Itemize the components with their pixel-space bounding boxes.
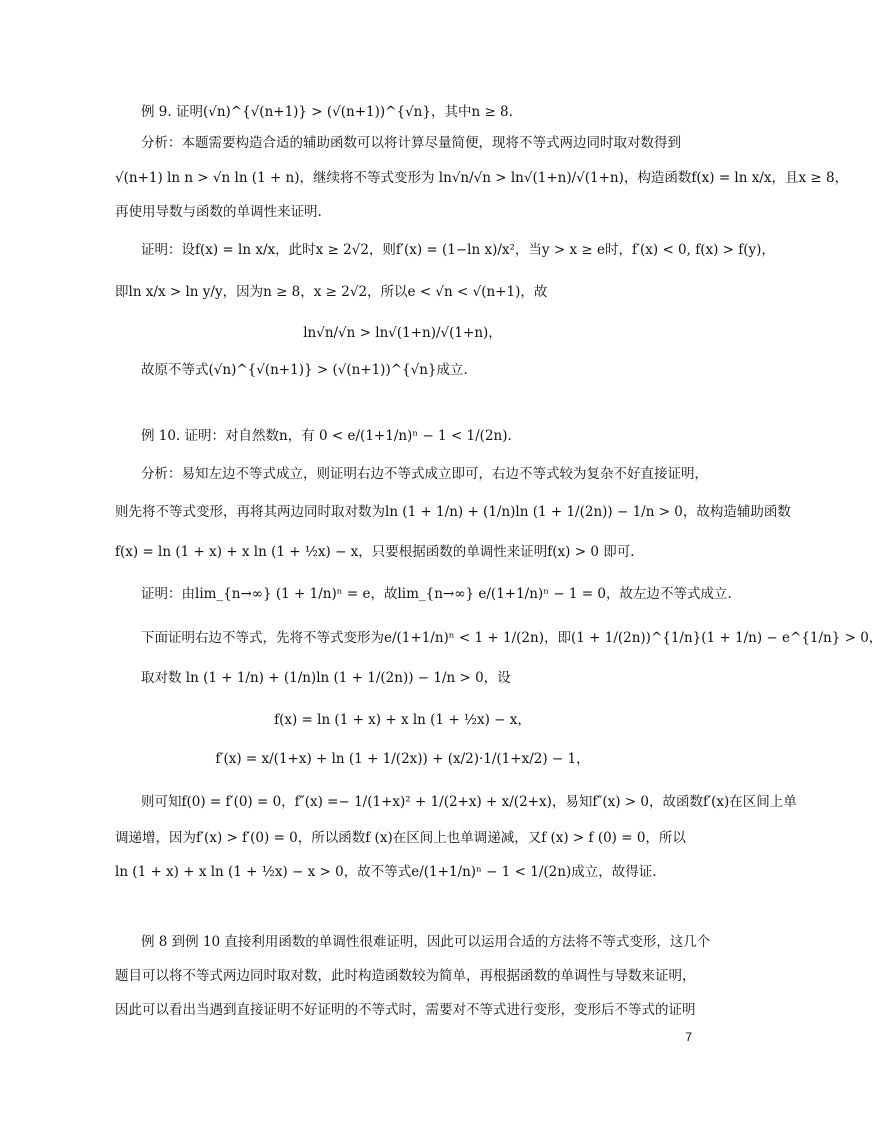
- example-10-analysis-line: f(x) = ln (1 + x) + x ln (1 + ½x) − x，只要根据函数的单调性来证明f(x) > 0 即可.: [115, 544, 635, 560]
- example-10-title: 例 10. 证明：对自然数n，有 0 < e/(1+1/n)ⁿ − 1 < 1/(2n).: [141, 428, 512, 444]
- summary-paragraph-line: 因此可以看出当遇到直接证明不好证明的不等式时，需要对不等式进行变形，变形后不等式的证明: [115, 1002, 696, 1018]
- example-10-proof-line: 则可知f(0) = f′(0) = 0，f″(x) =− 1/(1+x)² + 1/(2+x) + x/(2+x)，易知f″(x) > 0，故函数f′(x)在区间上单: [141, 794, 797, 810]
- example-9-analysis-line: 再使用导数与函数的单调性来证明.: [115, 204, 322, 220]
- example-9-display-formula: ln√n/√n > ln√(1+n)/√(1+n)，: [303, 325, 502, 341]
- example-9-analysis-line: 分析：本题需要构造合适的辅助函数可以将计算尽量简便，现将不等式两边同时取对数得到: [141, 135, 681, 151]
- example-10-display-formula: f(x) = ln (1 + x) + x ln (1 + ½x) − x，: [274, 712, 531, 728]
- example-10-proof-line: ln (1 + x) + x ln (1 + ½x) − x > 0，故不等式e/(1+1/n)ⁿ − 1 < 1/(2n)成立，故得证.: [115, 864, 657, 880]
- page-number: 7: [685, 1030, 692, 1044]
- summary-paragraph-line: 例 8 到例 10 直接利用函数的单调性很难证明，因此可以运用合适的方法将不等式变形，这几个: [141, 934, 711, 950]
- summary-paragraph-line: 题目可以将不等式两边同时取对数，此时构造函数较为简单，再根据函数的单调性与导数来证明，: [115, 968, 696, 984]
- example-9-proof-line: 即ln x/x > ln y/y，因为n ≥ 8，x ≥ 2√2，所以e < √n < √(n+1)，故: [115, 284, 548, 300]
- example-10-proof-line: 调递增，因为f′(x) > f′(0) = 0，所以函数f (x)在区间上也单调递减，又f (x) > f (0) = 0，所以: [115, 830, 686, 846]
- example-9-conclusion: 故原不等式(√n)^{√(n+1)} > (√(n+1))^{√n}成立.: [141, 362, 468, 378]
- example-9-analysis-line: √(n+1) ln n > √n ln (1 + n)，继续将不等式变形为 ln√n/√n > ln√(1+n)/√(1+n)，构造函数f(x) = ln x/x，且x ≥ 8，: [115, 170, 849, 186]
- example-10-display-formula: f′(x) = x/(1+x) + ln (1 + 1/(2x)) + (x/2)·1/(1+x/2) − 1，: [215, 751, 590, 767]
- example-10-proof-line: 证明：由lim_{n→∞} (1 + 1/n)ⁿ = e，故lim_{n→∞} e/(1+1/n)ⁿ − 1 = 0，故左边不等式成立.: [141, 586, 732, 602]
- example-9-title: 例 9. 证明(√n)^{√(n+1)} > (√(n+1))^{√n}，其中n ≥ 8.: [141, 104, 513, 120]
- example-9-proof-line: 证明：设f(x) = ln x/x，此时x ≥ 2√2，则f′(x) = (1−ln x)/x²，当y > x ≥ e时，f′(x) < 0, f(x) > f(y)，: [141, 242, 775, 258]
- example-10-analysis-line: 分析：易知左边不等式成立，则证明右边不等式成立即可，右边不等式较为复杂不好直接证明，: [141, 466, 708, 482]
- example-10-proof-line: 下面证明右边不等式，先将不等式变形为e/(1+1/n)ⁿ < 1 + 1/(2n)，即(1 + 1/(2n))^{1/n}(1 + 1/n) − e^{1/n} > 0，: [141, 630, 882, 646]
- example-10-proof-line: 取对数 ln (1 + 1/n) + (1/n)ln (1 + 1/(2n)) − 1/n > 0，设: [141, 670, 511, 686]
- example-10-analysis-line: 则先将不等式变形，再将其两边同时取对数为ln (1 + 1/n) + (1/n)ln (1 + 1/(2n)) − 1/n > 0，故构造辅助函数: [115, 504, 791, 520]
